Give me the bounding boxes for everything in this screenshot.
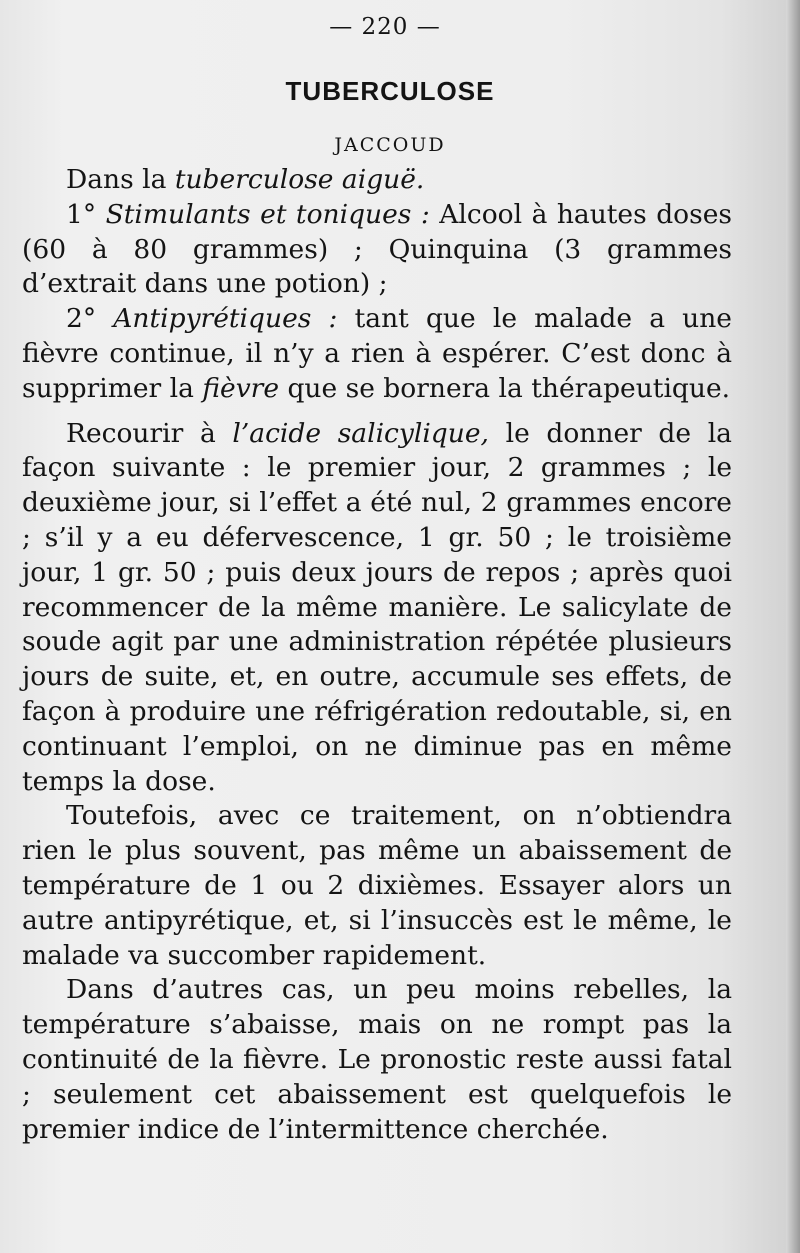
text-run: le donner de la façon suivante : le premier jour, 2 grammes ; le deuxième jour, si l’effet a été nul, 2 grammes encore ; s’il y a eu défervescence, 1 gr. 50 ; le troisième jour, 1 gr. 50 ; puis deux jours de repos ; après quoi recommencer de la même manière. Le salicylate de soude agit par une administration répétée plusieurs jours de suite, et, en outre, accumule ses effets, de façon à produire une réfrigération redoutable, si, en continuant l’emploi, on ne diminue pas en même temps la dose. bbox=[22, 417, 732, 797]
paragraph bbox=[22, 198, 732, 302]
paragraph bbox=[22, 799, 732, 973]
text-run: 2° bbox=[66, 303, 114, 335]
text-run-italic: Antipyrétiques : bbox=[113, 303, 338, 335]
chapter-title: TUBERCULOSE bbox=[285, 76, 495, 106]
author-heading: JACCOUD bbox=[334, 134, 446, 156]
page-edge-shadow bbox=[786, 0, 800, 1253]
text-run: Dans d’autres cas, un peu moins rebelles, la température s’abaisse, mais on ne rompt pas la continuité de la fièvre. Le pronostic reste aussi fatal ; seulement cet abaissement est quelquefois le premier indice de l’intermittence cherchée. bbox=[22, 974, 732, 1145]
text-run-italic: Stimulants et toniques : bbox=[105, 198, 430, 230]
paragraph bbox=[22, 973, 732, 1147]
text-run: Recourir à bbox=[66, 417, 233, 449]
text-run: 1° bbox=[66, 198, 106, 230]
text-run-italic: fièvre bbox=[202, 372, 280, 404]
text-run-italic: tuberculose aiguë. bbox=[174, 164, 425, 195]
text-run: tant que le malade a une fièvre continue, il n’y a rien à espérer. C’est donc à supprimer la bbox=[22, 303, 732, 404]
text-run: Dans la bbox=[66, 164, 175, 195]
paragraph bbox=[22, 163, 732, 198]
body-text bbox=[22, 163, 732, 1147]
paragraph bbox=[22, 417, 732, 800]
text-run: Alcool à hautes doses (60 à 80 grammes) ; Quinquina (3 grammes d’extrait dans une potion) ; bbox=[22, 198, 732, 300]
text-run: Toutefois, avec ce traitement, on n’obtiendra rien le plus souvent, pas même un abaissement de température de 1 ou 2 dixièmes. Essayer alors un autre antipyrétique, et, si l’insuccès est le même, le malade va succomber rapidement. bbox=[22, 800, 732, 971]
text-run: que se bornera la thérapeutique. bbox=[279, 372, 731, 404]
paragraph bbox=[22, 302, 732, 406]
text-run-italic: l’acide salicylique, bbox=[232, 417, 489, 449]
page-number-header: — 220 — bbox=[329, 14, 441, 40]
